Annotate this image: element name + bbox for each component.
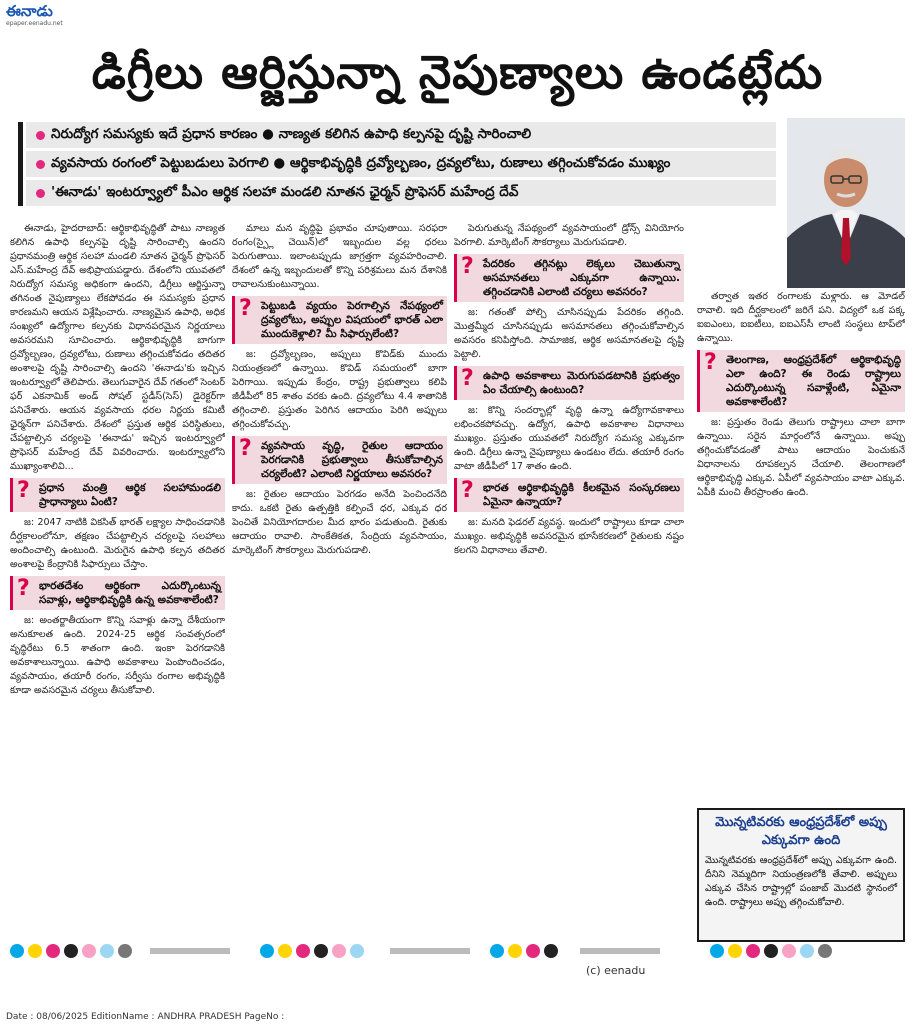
question-box (454, 254, 684, 302)
yellow-swatch (508, 944, 522, 958)
column-2 (232, 222, 447, 942)
question-box (232, 436, 447, 484)
edition-meta: Date : 08/06/2025 EditionName : ANDHRA PRADESH PageNo : (6, 1012, 285, 1022)
question-box (10, 478, 225, 512)
bullet-list (26, 122, 776, 209)
gray-bar (150, 948, 230, 954)
yellow-swatch (728, 944, 742, 958)
column-4 (697, 290, 905, 800)
question-text: ప్రధాన మంత్రి ఆర్థిక సలహామండలి ప్రాధాన్యాలు ఏంటి? (39, 482, 221, 508)
sidebar-body: మొన్నటివరకు ఆంధ్రప్రదేశ్‌లో అప్పు ఎక్కువగా ఉంది. దీనిని నెమ్మదిగా నియంత్రణలోకి తేవాలి. అప్పులు ఎక్కువ చేసిన రాష్ట్రాల్లో పంజాబ్ మొదటి స్థానంలో ఉంది. రాష్ట్రాలు అప్పు తగ్గించుకోవాలి. (705, 855, 897, 908)
yellow-swatch (278, 944, 292, 958)
article-paragraph: తర్వాత ఇతర రంగాలకు మళ్లారు. ఆ మోడల్ రావాలి. ఇది దీర్ఘకాలంలో జరిగే పని. విద్యలో ఒక పక్క ఐఐఎంలు, ఐఐటీలు, ఐఐఎస్‌సీ లాంటి సంస్థలు టాప్‌లో ఉన్నాయి. (697, 291, 905, 344)
copyright-credit: (c) eenadu (586, 964, 646, 977)
column-3 (454, 222, 684, 942)
question-icon: ? (461, 366, 474, 391)
bullet-bar (18, 122, 23, 206)
bullet-dot-icon (36, 131, 45, 140)
light-cyan-swatch (350, 944, 364, 958)
answer-paragraph: జ: రైతుల ఆదాయం పెరగడం అనేది పెంచిందనేది కాదు. ఒకటి రైతు ఉత్పత్తికి కల్పించే ధర, ఎక్కువ ధర పెంచితే వినియోగదారుల మీద భారం పడుతుంది. రైతుకు ఆదాయం రావాలి. సాంకేతికత, సేంద్రియ వ్యవసాయం, మార్కెటింగ్ సౌకర్యాలు మెరుగుపడాలి. (232, 489, 447, 556)
answer-paragraph: జ: కొన్ని సందర్భాల్లో వృద్ధి ఉన్నా ఉద్యోగావకాశాలు లభించకపోవచ్చు. ఉద్యోగ, ఉపాధి అవకాశాల విధానాలు ముఖ్యం. ప్రస్తుతం యువతలో నిరుద్యోగ సమస్య ఎక్కువగా ఉంది. డిగ్రీలు ఉన్నా నైపుణ్యాలు ఉండటం లేదు. తయారీ రంగం వాటా జీడీపీలో 17 శాతం ఉంది. (454, 405, 684, 472)
question-text: భారతదేశం ఆర్థికంగా ఎదుర్కొంటున్న సవాళ్లు, ఆర్థికాభివృద్ధికి ఉన్న అవకాశాలేంటి? (39, 580, 221, 606)
headline: డిగ్రీలు ఆర్జిస్తున్నా నైపుణ్యాలు ఉండట్లేదు (91, 45, 824, 99)
bullet-row (26, 151, 776, 177)
pink-swatch (82, 944, 96, 958)
question-icon: ? (461, 254, 474, 279)
cyan-swatch (490, 944, 504, 958)
gray-swatch (818, 944, 832, 958)
answer-paragraph: జ: అంతర్జాతీయంగా కొన్ని సవాళ్లు ఉన్నా దేశీయంగా అనుకూలత ఉంది. 2024-25 ఆర్థిక సంవత్సరంలో వృద్ధిరేటు 6.5 శాతంగా ఉంది. ఇంకా పెరగడానికి అవకాశాలున్నాయి. ఉపాధి అవకాశాలు పెంపొందించడం, వ్యవసాయం, తయారీ రంగం, సర్వీసు రంగాల అభివృద్ధికి కూడా అవసరమైన చర్యలు తీసుకోవాలి. (10, 615, 225, 696)
light-cyan-swatch (800, 944, 814, 958)
magenta-swatch (526, 944, 540, 958)
question-text: పెట్టుబడి వ్యయం పెరగాల్సిన నేపథ్యంలో ద్రవ్యలోటు, అప్పుల విషయంలో భారత్ ఎలా ముందుకెళ్లాలి? మీ సిఫార్సులేంటి? (261, 300, 443, 340)
question-box (454, 478, 684, 512)
cyan-swatch (260, 944, 274, 958)
magenta-swatch (296, 944, 310, 958)
cyan-swatch (710, 944, 724, 958)
bullet-text: వ్యవసాయ రంగంలో పెట్టుబడులు పెరగాలి ● ఆర్థికాభివృద్ధికి ద్రవ్యోల్బణం, ద్రవ్యలోటు, రుణాలు తగ్గించుకోవడం ముఖ్యం (51, 154, 671, 171)
question-icon: ? (239, 296, 252, 321)
bullet-text: 'ఈనాడు' ఇంటర్వ్యూలో పీఎం ఆర్థిక సలహా మండలి నూతన ఛైర్మన్ ప్రొఫెసర్ మహేంద్ర దేవ్ (51, 183, 519, 200)
masthead-url: epaper.eenadu.net (6, 20, 63, 27)
question-text: భారత ఆర్థికాభివృద్ధికి కీలకమైన సంస్కరణలు ఏమైనా ఉన్నాయా? (483, 482, 680, 508)
bullet-dot-icon (36, 160, 45, 169)
gray-bar (580, 948, 660, 954)
question-box (10, 576, 225, 610)
black-swatch (314, 944, 328, 958)
article-paragraph: ఈనాడు, హైదరాబాద్: ఆర్థికాభివృద్ధితో పాటు నాణ్యత కలిగిన ఉపాధి కల్పనపై దృష్టి సారించాల్సి ఉందని ప్రధానమంత్రి ఆర్థిక సలహా మండలి నూతన ఛైర్మన్ ప్రొఫెసర్ ఎస్.మహేంద్ర దేవ్ అభిప్రాయపడ్డారు. దేశంలోని యువతలో నిరుద్యోగ సమస్య అధికంగా ఉందని, డిగ్రీలు ఆర్జిస్తున్నా తగినంత నైపుణ్యాలు లేకపోవడం ఈ సమస్యకు ప్రధాన కారణమని ఆయన విశ్లేషించారు. నాణ్యమైన ఉపాధి, అధిక సంఖ్యలో ఉద్యోగాల కల్పనకు విధానపరమైన నిర్ణయాలు అవసరమని సూచించారు. ఆర్థికాభివృద్ధికి బాగుగా ద్రవ్యోల్బణం, ద్రవ్యలోటు, రుణాలు తగ్గించుకోవడం తదితర అంశాలపై దృష్టి సారించాల్సి ఉందని 'ఈనాడు'కు ఇచ్చిన ఇంటర్వ్యూలో తెలిపారు. తెలుగువారైన దేవ్ గతంలో సెంటర్ ఫర్ ఎకనామిక్ అండ్ సోషల్ స్టడీస్(సెస్) డైరెక్టర్‌గా పనిచేశారు. ఆయన వ్యవసాయ ధరల నిర్ణయ కమిటీ ఛైర్మన్‌గా పనిచేశారు. దేశంలో ప్రస్తుత ఆర్థిక పరిస్థితులు, చేపట్టాల్సిన చర్యలపై 'ఈనాడు' ఇచ్చిన ఇంటర్వ్యూలో ప్రొఫెసర్ మహేంద్ర దేవ్ వివరించారు. ఇంటర్వ్యూలోని ముఖ్యాంశాలివి... (10, 223, 225, 472)
article-paragraph: పెరుగుతున్న నేపథ్యంలో వ్యవసాయంలో డ్రోన్స్ వినియోగం పెరగాలి. మార్కెటింగ్ సౌకర్యాలు మెరుగుపడాలి. (454, 223, 684, 248)
pink-swatch (332, 944, 346, 958)
question-text: వ్యవసాయ వృద్ధి, రైతుల ఆదాయం పెరగడానికి ప్రభుత్వాలు తీసుకోవాల్సిన చర్యలేంటి? ఎలాంటి నిర్ణయాలు అవసరం? (261, 440, 443, 480)
answer-paragraph: జ: గతంతో పోల్చి చూసినప్పుడు పేదరికం తగ్గింది. మొత్తమ్మీద చూసినప్పుడు అసమానతలు తగ్గించుకోవాల్సిన అవసరం కనిపిస్తోంది. సామాజిక, ఆర్థిక అసమానతలపై దృష్టి పెట్టాలి. (454, 307, 684, 360)
answer-paragraph: జ: మనది ఫెడరల్ వ్యవస్థ. ఇందులో రాష్ట్రాలు కూడా చాలా ముఖ్యం. అభివృద్ధికి అవసరమైన భూసేకరణలో రైతులకు నష్టం కలగని విధానాలు తేవాలి. (454, 517, 684, 556)
question-icon: ? (17, 478, 30, 503)
question-icon: ? (17, 576, 30, 601)
question-box (232, 296, 447, 344)
black-swatch (64, 944, 78, 958)
question-box (697, 350, 905, 412)
bullet-dot-icon (36, 189, 45, 198)
question-text: తెలంగాణ, ఆంధ్రప్రదేశ్‌లో ఆర్థికాభివృద్ధి ఎలా ఉంది? ఈ రెండు రాష్ట్రాలు ఎదుర్కొంటున్న సవాళ్లేంటి, ఏమైనా అవకాశాలేంటి? (726, 354, 901, 408)
light-cyan-swatch (100, 944, 114, 958)
answer-paragraph: జ: 2047 నాటికి వికసిత్ భారత్ లక్ష్యాల సాధించడానికి దీర్ఘకాలంలోనూ, తక్షణం చేపట్టాల్సిన చర్యలపై సలహాలు అందించాల్సి ఉంటుంది. మెరుగైన ఉపాధి కల్పన తదితర అంశాలపై కేంద్రానికి సిఫార్సులు చేస్తాం. (10, 517, 225, 570)
column-1 (10, 222, 225, 942)
sidebar-title: మొన్నటివరకు ఆంధ్రప్రదేశ్‌లో అప్పు ఎక్కువగా ఉంది (715, 815, 887, 848)
black-swatch (764, 944, 778, 958)
question-text: పేదరికం తగ్గినట్లు లెక్కలు చెబుతున్నా అసమానతలు ఎక్కువగా ఉన్నాయి. తగ్గించడానికి ఎలాంటి చర్యలు అవసరం? (483, 258, 680, 298)
magenta-swatch (746, 944, 760, 958)
answer-paragraph: జ: ప్రస్తుతం రెండు తెలుగు రాష్ట్రాలు చాలా బాగా ఉన్నాయి. సరైన మార్గంలోనే ఉన్నాయి. అప్పు తగ్గించుకోవడంతో పాటు ఆదాయం పెంచుకునే విధానాలను రూపకల్పన చేయాలి. తెలంగాణలో ఆర్థికాభివృద్ధి ఎక్కువ. ఏపీలో వ్యవసాయం వాటా ఎక్కువ. ఏపీకి మంచి తీరప్రాంతం ఉంది. (697, 417, 905, 498)
question-text: ఉపాధి అవకాశాలు మెరుగుపడటానికి ప్రభుత్వం ఏం చేయాల్సి ఉంటుంది? (483, 370, 680, 396)
gray-swatch (118, 944, 132, 958)
question-box (454, 366, 684, 400)
cyan-swatch (10, 944, 24, 958)
black-swatch (544, 944, 558, 958)
eenadu-logo: ఈనాడు (6, 2, 53, 20)
masthead (6, 2, 126, 32)
color-registration-row (10, 944, 905, 960)
yellow-swatch (28, 944, 42, 958)
bullet-text: నిరుద్యోగ సమస్యకు ఇదే ప్రధాన కారణం ● నాణ్యత కలిగిన ఉపాధి కల్పనపై దృష్టి సారించాలి (51, 125, 532, 142)
bullet-row (26, 180, 776, 206)
pink-swatch (782, 944, 796, 958)
question-icon: ? (239, 436, 252, 461)
answer-paragraph: జ: ద్రవ్యోల్బణం, అప్పులు కొవిడ్‌కు ముందు నియంత్రణలో ఉన్నాయి. కొవిడ్ సమయంలో బాగా పెరిగాయి. ఇప్పుడు కేంద్రం, రాష్ట్ర ప్రభుత్వాలు కలిపి జీడీపీలో 85 శాతం వరకు ఉంది. ద్రవ్యలోటు 4.4 శాతానికి తగ్గించాలి. ప్రస్తుతం పెరిగిన ఆదాయం పెరిగి అప్పులు తగ్గించుకోవచ్చు. (232, 349, 447, 430)
gray-bar (390, 948, 470, 954)
question-icon: ? (461, 478, 474, 503)
sidebar-box (697, 808, 905, 942)
question-icon: ? (704, 350, 717, 375)
magenta-swatch (46, 944, 60, 958)
bullet-row (26, 122, 776, 148)
article-paragraph: మాలు మన వృద్ధిపై ప్రభావం చూపుతాయి. సరఫరా రంగం(స్ప్లై చెయిన్)లో ఇబ్బందుల వల్ల ధరలు పెరుగుతాయి. ఇలాంటప్పుడు జాగ్రత్తగా వ్యవహరించాలి. దేశంలో ఉన్న ఇబ్బందులతో కొన్ని పరిశ్రమలు మన దేశానికి రావాలనుకుంటున్నాయి. (232, 223, 447, 290)
